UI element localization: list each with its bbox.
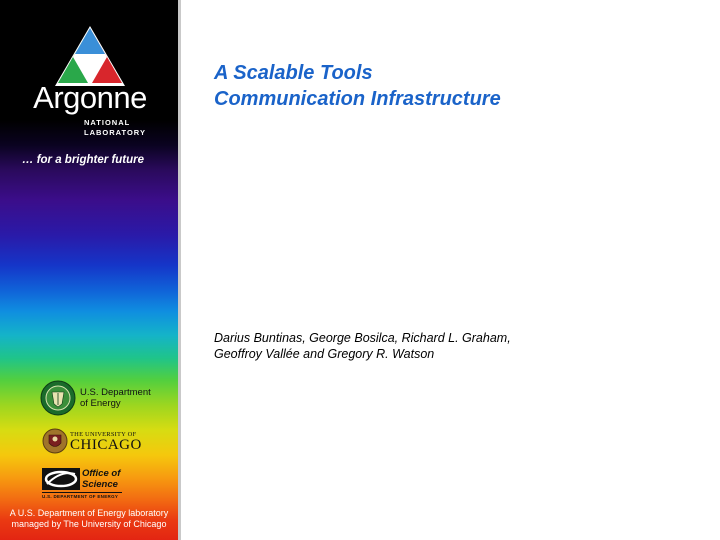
osc-divider <box>42 492 122 493</box>
osc-sub-label: U.S. DEPARTMENT OF ENERGY <box>42 494 119 499</box>
tagline: … for a brighter future <box>22 154 145 166</box>
footer-line2: managed by The University of Chicago <box>11 519 167 529</box>
author-list <box>214 330 694 362</box>
sidebar-footer <box>6 508 172 530</box>
argonne-wordmark: Argonne <box>33 80 147 115</box>
slide-title-line1: A Scalable Tools <box>214 62 373 84</box>
uchicago-crest-icon <box>42 428 68 454</box>
uchicago-label-big: CHICAGO <box>70 437 142 453</box>
osc-label-line1: Office of <box>82 468 121 479</box>
doe-label-line2: of Energy <box>80 398 121 409</box>
argonne-triangle-icon <box>53 24 127 88</box>
slide-title-line2: Communication Infrastructure <box>214 88 501 110</box>
uchicago-label-small: THE UNIVERSITY OF <box>70 431 137 438</box>
author-list-line2: Geoffroy Vallée and Gregory R. Watson <box>214 347 435 361</box>
office-of-science-icon <box>42 468 80 490</box>
argonne-subtitle-line1: NATIONAL <box>84 118 131 127</box>
osc-label-line2: Science <box>82 479 118 490</box>
sidebar-divider <box>178 0 181 540</box>
uchicago-label <box>70 431 142 453</box>
argonne-subtitle <box>84 118 154 138</box>
doe-label-line1: U.S. Department <box>80 387 151 398</box>
footer-line1: A U.S. Department of Energy laboratory <box>9 508 169 518</box>
doe-seal-icon <box>40 380 76 416</box>
office-of-science-label <box>82 468 120 490</box>
argonne-subtitle-line2: LABORATORY <box>84 128 146 137</box>
author-list-line1: Darius Buntinas, George Bosilca, Richard L. Graham, <box>214 331 511 345</box>
slide-title <box>214 60 694 112</box>
doe-label <box>80 387 151 409</box>
